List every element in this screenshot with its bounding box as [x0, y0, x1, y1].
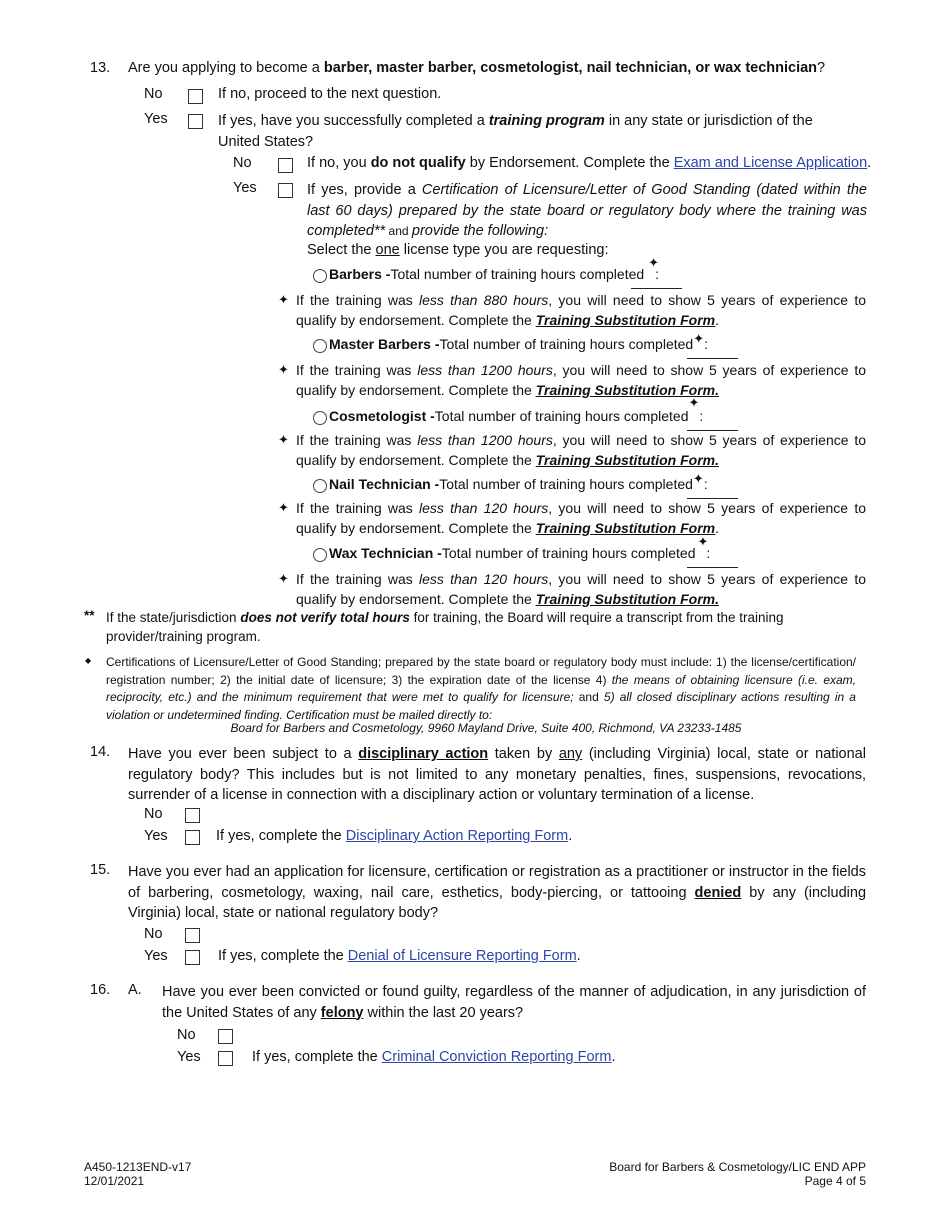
license-radio[interactable]: [313, 411, 327, 425]
q14-yes-text: If yes, complete the Disciplinary Action Reporting Form.: [216, 828, 573, 844]
footnote-certification-text: Certifications of Licensure/Letter of Good Standing; prepared by the state board or regulatory body must include: 1) the license/certification/ registration number; 2) the initial date of licensure; 3) the expiration date of the license 4) the means of obtaining licensure (i.e. exam, reciprocity, etc.) and the minimum requirement that were met to qualify for licensure; and 5) all closed disciplinary actions resulting in a violation or undetermined finding. Certification must be mailed directly to:: [106, 655, 856, 722]
license-radio[interactable]: [313, 548, 327, 562]
q13-sub-yes-text: If yes, provide a Certification of Licensure/Letter of Good Standing (dated within the last 60 days) prepared by the state board or regulatory body where the training was completed** and provide the following:: [307, 182, 867, 239]
q13-yes-label: Yes: [144, 111, 168, 127]
exam-license-application-link[interactable]: Exam and License Application: [673, 155, 868, 171]
q15-yes-checkbox[interactable]: [185, 950, 200, 965]
q13-sub-no-text: If no, you do not qualify by Endorsement. Complete the Exam and License Application.: [307, 155, 872, 171]
q15-yes-label: Yes: [144, 948, 168, 964]
q15-number: 15.: [90, 862, 111, 878]
star-icon: ✦: [278, 362, 289, 377]
star-icon: ✦: [278, 500, 289, 515]
q14-text: Have you ever been subject to a disciplinary action taken by any (including Virginia) local, state or national regulatory body? This includes but is not limited to any monetary penalties, fines, suspensions, revocations, surrender of a license in connection with a disciplinary action or voluntary termination of a license.: [128, 746, 866, 803]
license-radio[interactable]: [313, 479, 327, 493]
q13-text: Are you applying to become a barber, master barber, cosmetologist, nail technician, or wax technician?: [128, 60, 826, 76]
q13-no-label: No: [144, 86, 163, 102]
license-label: Barbers -Total number of training hours completed✦:: [329, 255, 660, 282]
q16-text: Have you ever been convicted or found guilty, regardless of the manner of adjudication, in any jurisdiction of the United States of any felony within the last 20 years?: [162, 984, 866, 1021]
q15-no-checkbox[interactable]: [185, 928, 200, 943]
license-label: Nail Technician -Total number of training hours completed✦:: [329, 471, 708, 492]
license-note: If the training was less than 120 hours, you will need to show 5 years of experience to qualify by endorsement. Complete the Training Substitution Form.: [296, 500, 866, 536]
star-icon: ✦: [278, 571, 289, 586]
footer-right: [609, 1160, 866, 1188]
q13-number: 13.: [90, 60, 111, 76]
training-substitution-form-link[interactable]: Training Substitution Form: [535, 519, 716, 536]
star-icon: ✦: [693, 331, 705, 346]
footnote-double-asterisk: **: [84, 608, 95, 623]
q14-number: 14.: [90, 744, 111, 760]
star-icon: ✦: [688, 395, 700, 410]
q16-yes-checkbox[interactable]: [218, 1051, 233, 1066]
license-note: If the training was less than 880 hours, you will need to show 5 years of experience to qualify by endorsement. Complete the Training Substitution Form.: [296, 292, 866, 328]
hours-input[interactable]: [687, 566, 738, 568]
select-license-type: Select the one license type you are requesting:: [307, 242, 609, 258]
training-substitution-form-link[interactable]: Training Substitution Form.: [535, 451, 719, 468]
q16-yes-label: Yes: [177, 1049, 201, 1065]
star-icon: ✦: [278, 432, 289, 447]
board-name: Board for Barbers & Cosmetology/LIC END APP: [609, 1160, 866, 1174]
q13-sub-yes-label: Yes: [233, 180, 257, 196]
board-address: Board for Barbers and Cosmetology, 9960 Mayland Drive, Suite 400, Richmond, VA 23233-1485: [230, 721, 742, 735]
page-number: Page 4 of 5: [804, 1174, 866, 1188]
q15-text: Have you ever had an application for licensure, certification or registration as a practitioner or instructor in the fields of barbering, cosmetology, waxing, nail care, esthetics, body-piercing, or tattooing denied by any (including Virginia) local, state or national regulatory body?: [128, 864, 867, 921]
q13-yes-checkbox[interactable]: [188, 114, 203, 129]
license-label: Wax Technician -Total number of training hours completed✦:: [329, 534, 711, 561]
q13-sub-no-checkbox[interactable]: [278, 158, 293, 173]
star-icon: ✦: [278, 292, 289, 307]
license-radio[interactable]: [313, 269, 327, 283]
license-note: If the training was less than 1200 hours, you will need to show 5 years of experience to qualify by endorsement. Complete the Training Substitution Form.: [296, 362, 866, 398]
criminal-conviction-form-link[interactable]: Criminal Conviction Reporting Form: [381, 1049, 612, 1065]
form-id: A450-1213END-v17: [84, 1160, 192, 1174]
footer-left: [84, 1160, 191, 1188]
q13-sub-no-label: No: [233, 155, 252, 171]
q16-number: 16.: [90, 982, 111, 998]
q14-no-checkbox[interactable]: [185, 808, 200, 823]
footnote-hours-text: If the state/jurisdiction does not verify total hours for training, the Board will require a transcript from the training provider/training program.: [106, 610, 784, 644]
license-label: Master Barbers -Total number of training hours completed✦:: [329, 331, 708, 352]
footnote-diamond-icon: ◆: [85, 656, 92, 665]
q16-yes-text: If yes, complete the Criminal Conviction Reporting Form.: [252, 1049, 616, 1065]
license-radio[interactable]: [313, 339, 327, 353]
hours-input[interactable]: [687, 357, 738, 359]
q13-sub-yes-checkbox[interactable]: [278, 183, 293, 198]
q15-yes-text: If yes, complete the Denial of Licensure Reporting Form.: [218, 948, 581, 964]
star-icon: ✦: [692, 471, 704, 486]
q14-no-label: No: [144, 806, 163, 822]
training-substitution-form-link[interactable]: Training Substitution Form.: [535, 381, 719, 398]
q13-no-text: If no, proceed to the next question.: [218, 86, 442, 102]
q16-no-checkbox[interactable]: [218, 1029, 233, 1044]
license-note: If the training was less than 120 hours, you will need to show 5 years of experience to qualify by endorsement. Complete the Training Substitution Form.: [296, 571, 866, 607]
q13-no-checkbox[interactable]: [188, 89, 203, 104]
star-icon: ✦: [648, 255, 660, 270]
q16-letter: A.: [128, 982, 142, 998]
training-substitution-form-link[interactable]: Training Substitution Form.: [535, 590, 719, 607]
training-substitution-form-link[interactable]: Training Substitution Form: [535, 311, 716, 328]
q14-yes-checkbox[interactable]: [185, 830, 200, 845]
q13-yes-text: If yes, have you successfully completed a training program in any state or jurisdiction of the United States?: [218, 113, 813, 150]
denial-of-licensure-form-link[interactable]: Denial of Licensure Reporting Form: [347, 948, 577, 964]
license-label: Cosmetologist -Total number of training hours completed✦:: [329, 395, 704, 424]
license-note: If the training was less than 1200 hours, you will need to show 5 years of experience to qualify by endorsement. Complete the Training Substitution Form.: [296, 432, 866, 468]
disciplinary-action-form-link[interactable]: Disciplinary Action Reporting Form: [345, 828, 569, 844]
q14-yes-label: Yes: [144, 828, 168, 844]
q15-no-label: No: [144, 926, 163, 942]
hours-input[interactable]: [631, 287, 682, 289]
star-icon: ✦: [697, 534, 709, 549]
form-date: 12/01/2021: [84, 1174, 145, 1188]
q16-no-label: No: [177, 1027, 196, 1043]
